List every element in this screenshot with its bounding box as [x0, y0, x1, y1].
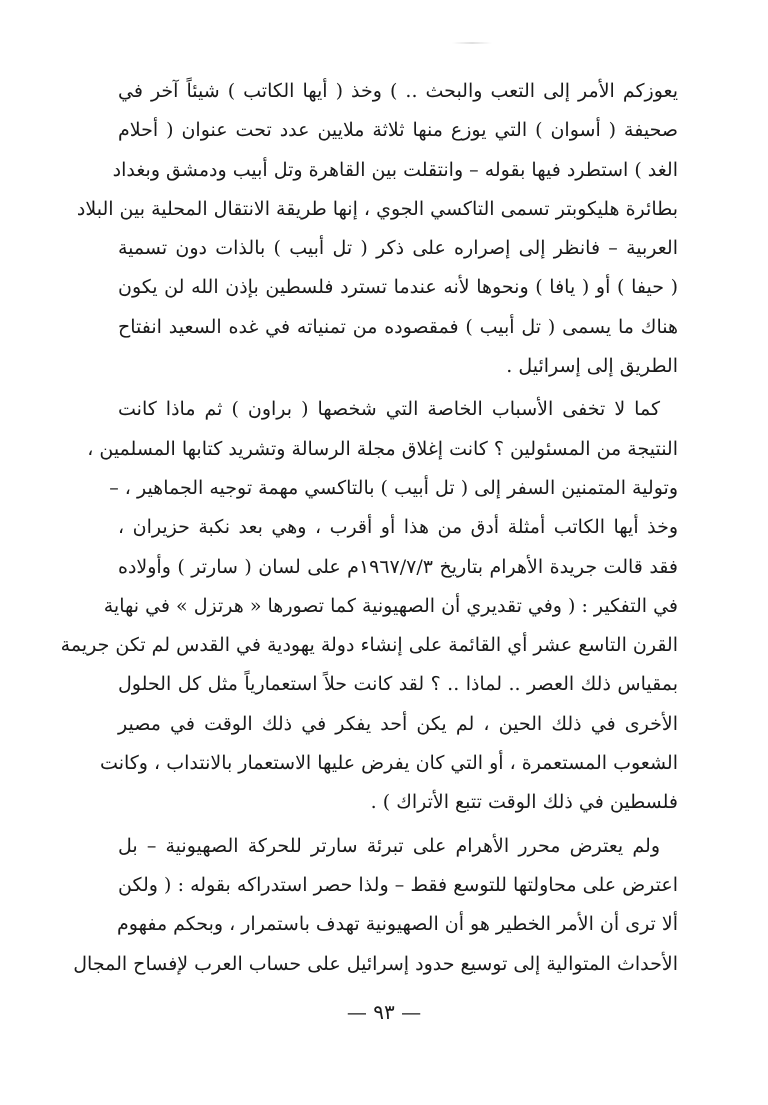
- text-line: ( حيفا ) أو ( يافا ) ونحوها لأنه عندما تسترد فلسطين بإذن الله لن يكون: [118, 276, 678, 299]
- text-line: هناك ما يسمى ( تل أبيب ) فمقصوده من تمنياته في غده السعيد انفتاح: [118, 315, 678, 338]
- text-line: فلسطين في ذلك الوقت تتبع الأتراك ) .: [370, 791, 678, 814]
- text-line: الغد ) استطرد فيها بقوله – وانتقلت بين القاهرة وتل أبيب ودمشق وبغداد: [112, 158, 678, 181]
- page-body: [60, 72, 678, 984]
- text-line: النتيجة من المسئولين ؟ كانت إغلاق مجلة الرسالة وتشريد كتابها المسلمين ،: [87, 437, 678, 460]
- text-line: يعوزكم الأمر إلى التعب والبحث .. ) وخذ ( أيها الكاتب ) شيئاً آخر في: [118, 80, 678, 102]
- text-line: وخذ أيها الكاتب أمثلة أدق من هذا أو أقرب ، وهي بعد نكبة حزيران ،: [118, 516, 678, 539]
- paragraph-3: [73, 827, 678, 984]
- text-line: في التفكير : ( وفي تقديري أن الصهيونية كما تصورها « هرتزل » في نهاية: [103, 594, 678, 617]
- text-line: القرن التاسع عشر أي القائمة على إنشاء دولة يهودية في القدس لم تكن جريمة: [60, 634, 678, 657]
- text-line: اعترض على محاولتها للتوسع فقط – ولذا حصر استدراكه بقوله : ( ولكن: [118, 873, 678, 896]
- text-line: وتولية المتمنين السفر إلى ( تل أبيب ) بالتاكسي مهمة توجيه الجماهير ، –: [109, 476, 678, 499]
- text-line: الأخرى في ذلك الحين ، لم يكن أحد يفكر في ذلك الوقت في مصير: [118, 712, 678, 735]
- text-line: ألا ترى أن الأمر الخطير هو أن الصهيونية تهدف باستمرار ، وبحكم مفهوم: [117, 913, 678, 936]
- text-line: الأحداث المتوالية إلى توسيع حدود إسرائيل على حساب العرب لإفساح المجال: [73, 952, 678, 975]
- page-number: — ٩٣ —: [346, 1000, 422, 1024]
- paragraph-2: [60, 390, 678, 822]
- paragraph-1: [76, 72, 678, 386]
- text-line: فقد قالت جريدة الأهرام بتاريخ ١٩٦٧/٧/٣م على لسان ( سارتر ) وأولاده: [118, 555, 678, 578]
- text-line: كما لا تخفى الأسباب الخاصة التي شخصها ( براون ) ثم ماذا كانت: [118, 398, 660, 421]
- scan-speck: [452, 42, 492, 44]
- text-line: العربية – فانظر إلى إصراره على ذكر ( تل أبيب ) بالذات دون تسمية: [118, 237, 678, 260]
- text-line: الشعوب المستعمرة ، أو التي كان يفرض عليها الاستعمار بالانتداب ، وكانت: [100, 752, 678, 775]
- text-line: بطائرة هليكوبتر تسمى التاكسي الجوي ، إنها طريقة الانتقال المحلية بين البلاد: [76, 197, 678, 220]
- text-line: الطريق إلى إسرائيل .: [506, 355, 678, 378]
- text-line: ولم يعترض محرر الأهرام على تبرئة سارتر للحركة الصهيونية – بل: [118, 834, 660, 857]
- text-line: بمقياس ذلك العصر .. لماذا .. ؟ لقد كانت حلاً استعمارياً مثل كل الحلول: [118, 673, 678, 696]
- text-line: صحيفة ( أسوان ) التي يوزع منها ثلاثة ملايين عدد تحت عنوان ( أحلام: [118, 119, 678, 142]
